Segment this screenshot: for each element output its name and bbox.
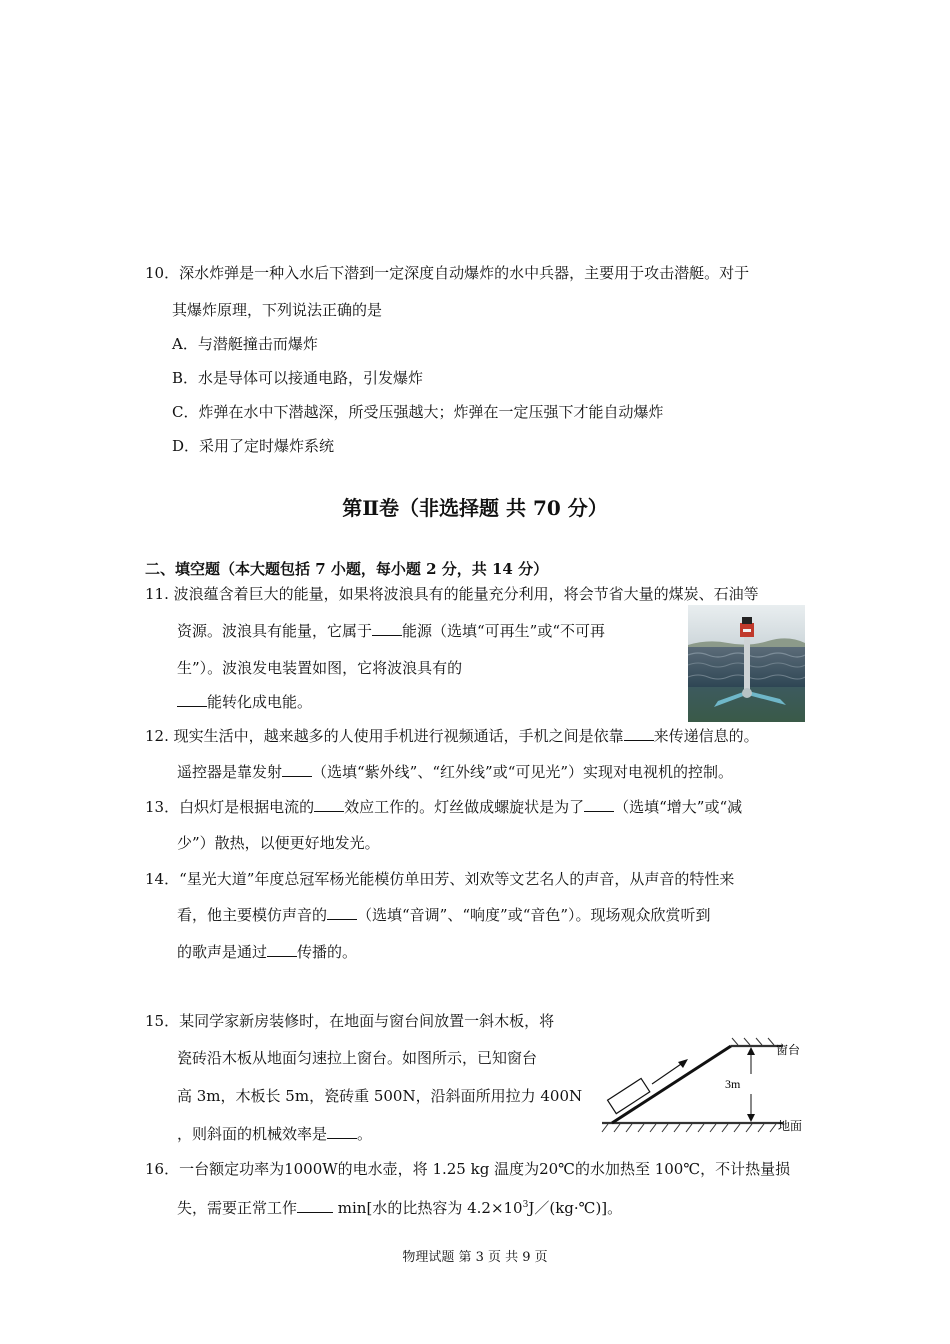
q10-option-a: A．与潜艇撞击而爆炸 [172, 335, 318, 353]
q15-line2: 瓷砖沿木板从地面匀速拉上窗台。如图所示，已知窗台 [177, 1049, 538, 1067]
q16-exponent: 3 [522, 1200, 529, 1210]
part2-title: 第Ⅱ卷（非选择题 共 70 分） [342, 496, 608, 520]
q15-line3: 高 3m，木板长 5m，瓷砖重 500N，沿斜面所用拉力 400N [177, 1087, 583, 1105]
q16-line1: 16．一台额定功率为1000W的电水壶，将 1.25 kg 温度为20℃的水加热至 100℃，不计热量损 [145, 1160, 791, 1178]
q15-line4 [177, 1124, 372, 1144]
q10-option-d: D．采用了定时爆炸系统 [172, 437, 335, 455]
q10-line1: 10．深水炸弹是一种入水后下潜到一定深度自动爆炸的水中兵器，主要用于攻击潜艇。对于 [145, 264, 750, 282]
q16-text: min[水的比热容为 4.2×10 [333, 1199, 523, 1217]
page-footer: 物理试题 第 3 页 共 9 页 [402, 1250, 548, 1265]
section2-title: 二、填空题（本大题包括 7 小题，每小题 2 分，共 14 分） [145, 560, 549, 578]
q12-text: （选填“紫外线”、“红外线”或“可见光”）实现对电视机的控制。 [312, 763, 734, 781]
wave-generator-image [688, 605, 805, 722]
answer-blank[interactable] [372, 621, 402, 636]
answer-blank[interactable] [297, 1198, 333, 1213]
answer-blank[interactable] [327, 905, 357, 920]
answer-blank[interactable] [584, 797, 614, 812]
q16-text: J／(kg·℃)]。 [528, 1199, 623, 1217]
q11-line1: 11. 波浪蕴含着巨大的能量，如果将波浪具有的能量充分利用，将会节省大量的煤炭、石油等 [145, 585, 759, 603]
height-label: 3m [725, 1077, 741, 1091]
q16-text: 失，需要正常工作 [177, 1199, 298, 1217]
answer-blank[interactable] [267, 942, 297, 957]
q13-text: （选填“增大”或“减 [614, 798, 743, 816]
q12-text: 来传递信息的。 [653, 727, 759, 745]
q11-text: 能转化成电能。 [207, 693, 313, 711]
answer-blank[interactable] [282, 762, 312, 777]
q10-option-b: B．水是导体可以接通电路，引发爆炸 [172, 369, 424, 387]
q14-text: （选填“音调”、“响度”或“音色”）。现场观众欣赏听到 [357, 906, 711, 924]
q14-line3 [177, 942, 357, 962]
q11-text: 能源（选填“可再生”或“不可再 [402, 622, 606, 640]
answer-blank[interactable] [177, 692, 207, 707]
q15-text: 。 [357, 1125, 373, 1143]
q13-text: 效应工作的。灯丝做成螺旋状是为了 [344, 798, 585, 816]
q13-text: 13．白炽灯是根据电流的 [145, 798, 315, 816]
window-sill-label: 窗台 [776, 1043, 801, 1057]
q15-text: ，则斜面的机械效率是 [177, 1125, 328, 1143]
q12-line2 [177, 762, 733, 782]
q10-option-c: C．炸弹在水中下潜越深，所受压强越大；炸弹在一定压强下才能自动爆炸 [172, 403, 664, 421]
q15-line1: 15．某同学家新房装修时，在地面与窗台间放置一斜木板，将 [145, 1012, 555, 1030]
answer-blank[interactable] [327, 1124, 357, 1139]
q12-text: 12. 现实生活中，越来越多的人使用手机进行视频通话，手机之间是依靠 [145, 727, 624, 745]
q12-line1 [145, 726, 759, 746]
q14-line2 [177, 905, 711, 925]
q11-line3: 生”）。波浪发电装置如图，它将波浪具有的 [177, 659, 463, 677]
incline-diagram [598, 1032, 818, 1136]
q11-line2 [177, 621, 605, 641]
answer-blank[interactable] [314, 797, 344, 812]
q11-text: 资源。波浪具有能量，它属于 [177, 622, 373, 640]
ground-label: 地面 [778, 1119, 803, 1133]
answer-blank[interactable] [624, 726, 654, 741]
q14-text: 看，他主要模仿声音的 [177, 906, 328, 924]
q13-line2: 少”）散热，以便更好地发光。 [177, 834, 380, 852]
q16-line2 [177, 1195, 622, 1218]
q12-text: 遥控器是靠发射 [177, 763, 283, 781]
q14-text: 传播的。 [297, 943, 358, 961]
q14-text: 的歌声是通过 [177, 943, 268, 961]
q10-line2: 其爆炸原理，下列说法正确的是 [172, 301, 383, 319]
q14-line1: 14．“星光大道”年度总冠军杨光能模仿单田芳、刘欢等文艺名人的声音，从声音的特性来 [145, 870, 735, 888]
q13-line1 [145, 797, 742, 817]
q11-line4 [177, 692, 312, 712]
